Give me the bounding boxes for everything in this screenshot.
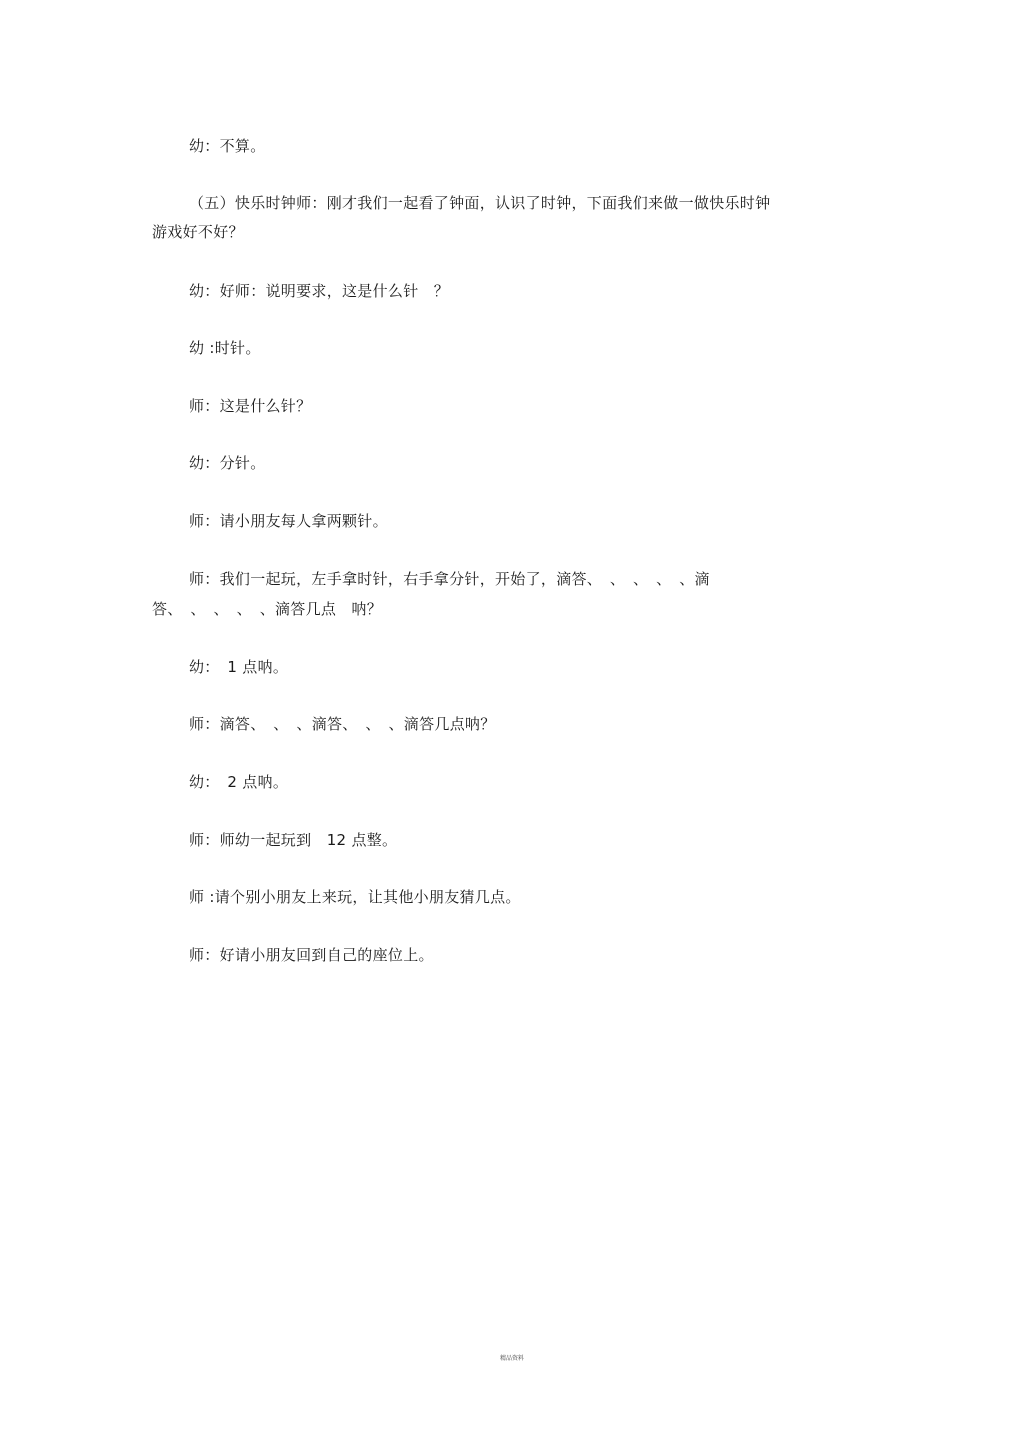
text-line: 师：好请小朋友回到自己的座位上。 (189, 946, 434, 964)
text-line: 师：师幼一起玩到 12 点整。 (189, 831, 398, 849)
text-line: 师：这是什么针？ (189, 397, 312, 415)
text-line: 师 :请个别小朋友上来玩，让其他小朋友猜几点。 (189, 888, 521, 906)
page-footer: 精品资料 (499, 1355, 524, 1362)
text-line: 师：请小朋友每人拿两颗针。 (189, 512, 388, 530)
text-line: 师：我们一起玩，左手拿时针，右手拿分针，开始了，滴答、 、 、 、 、滴 (189, 570, 710, 588)
text-line: 幼：不算。 (189, 137, 266, 155)
text-line: 幼： 1 点呐。 (189, 658, 289, 676)
text-line: 游戏好不好？ (152, 223, 244, 241)
text-line: （五）快乐时钟师：刚才我们一起看了钟面，认识了时钟，下面我们来做一做快乐时钟 (189, 194, 771, 212)
text-line: 幼 :时针。 (189, 339, 261, 357)
text-line: 幼： 2 点呐。 (189, 773, 289, 791)
text-line: 幼：好师：说明要求，这是什么针 ？ (189, 282, 450, 300)
text-line: 师：滴答、 、 、滴答、 、 、滴答几点呐？ (189, 715, 496, 733)
text-line: 幼：分针。 (189, 454, 266, 472)
text-line: 答、 、 、 、 、滴答几点 呐？ (152, 600, 383, 618)
